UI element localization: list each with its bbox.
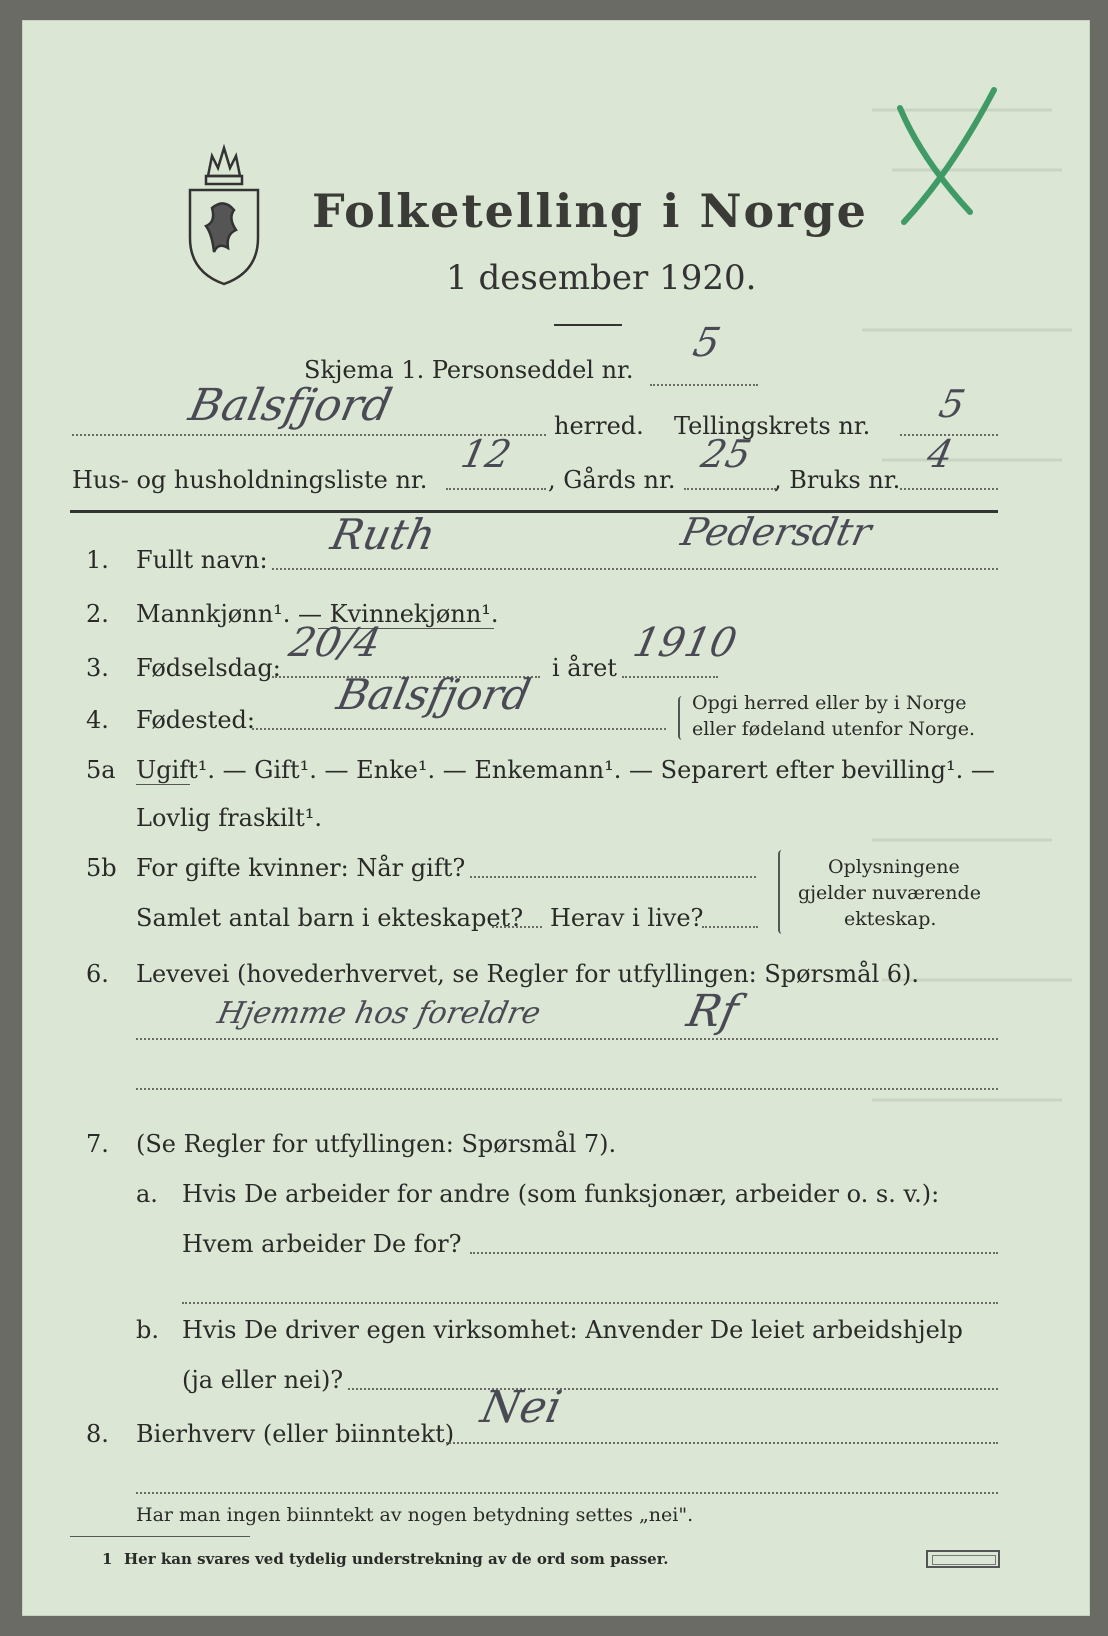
fodested-value[interactable]: Balsfjord xyxy=(332,670,535,719)
bierhverv-value[interactable]: Nei xyxy=(476,1382,567,1433)
personseddel-field-line xyxy=(650,384,758,386)
q7a-line-1: Hvis De arbeider for andre (som funksjonær, arbeider o. s. v.): xyxy=(182,1180,940,1208)
bierhverv-field-line-2 xyxy=(136,1492,998,1494)
herred-label: herred. xyxy=(554,412,644,440)
q2-number: 2. xyxy=(86,600,109,628)
bruks-field-line xyxy=(900,488,998,490)
q7b-line-2: (ja eller nei)? xyxy=(182,1366,344,1394)
fodselsdag-value[interactable]: 20/4 xyxy=(285,620,385,666)
q4-number: 4. xyxy=(86,706,109,734)
q5b-note-2: gjelder nuværende xyxy=(798,882,981,904)
tellingskrets-label: Tellingskrets nr. xyxy=(674,412,871,440)
q2-label: Mannkjønn¹. — Kvinnekjønn¹. xyxy=(136,600,499,628)
footnote-text: Her kan svares ved tydelig understrekning av de ord som passer. xyxy=(124,1550,669,1568)
gards-field-line xyxy=(684,488,776,490)
bruks-value[interactable]: 4 xyxy=(923,432,957,476)
fodested-field-line xyxy=(252,728,666,730)
husholdningsliste-field-line xyxy=(446,488,546,490)
antal-barn-field-line xyxy=(492,926,542,928)
q7b-line-1: Hvis De driver egen virksomhet: Anvender De leiet arbeidshjelp xyxy=(182,1316,963,1344)
q5b-number: 5b xyxy=(86,854,117,882)
year-field-line xyxy=(622,676,718,678)
q8-number: 8. xyxy=(86,1420,109,1448)
birth-year-value[interactable]: 1910 xyxy=(629,620,741,666)
arbeidshjelp-field-line xyxy=(348,1388,998,1390)
fodested-brace xyxy=(678,696,686,740)
q5a-line-2: Lovlig fraskilt¹. xyxy=(136,804,323,832)
q7b-number: b. xyxy=(136,1316,159,1344)
q5b-label-2: Samlet antal barn i ekteskapet? xyxy=(136,904,524,932)
q3-label: Fødselsdag: xyxy=(136,654,281,682)
q5b-label-1: For gifte kvinner: Når gift? xyxy=(136,854,466,882)
q5b-label-3: Herav i live? xyxy=(550,904,704,932)
q7a-line-2: Hvem arbeider De for? xyxy=(182,1230,462,1258)
printer-stamp xyxy=(926,1550,1000,1568)
q1-number: 1. xyxy=(86,546,109,574)
bruks-label: , Bruks nr. xyxy=(774,466,901,494)
q1-label: Fullt navn: xyxy=(136,546,268,574)
q6-number: 6. xyxy=(86,960,109,988)
husholdningsliste-label: Hus- og husholdningsliste nr. xyxy=(72,466,428,494)
arbeider-for-field-line-2 xyxy=(182,1302,998,1304)
q8-label: Bierhverv (eller biinntekt) xyxy=(136,1420,455,1448)
fodested-note-2: eller fødeland utenfor Norge. xyxy=(692,718,976,740)
nei-note: Har man ingen biinntekt av nogen betydning settes „nei". xyxy=(136,1504,694,1526)
q6-label: Levevei (hovederhvervet, se Regler for utfyllingen: Spørsmål 6). xyxy=(136,960,920,988)
q7a-number: a. xyxy=(136,1180,158,1208)
levevei-code[interactable]: Rf xyxy=(682,986,743,1037)
fodested-note-1: Opgi herred eller by i Norge xyxy=(692,692,967,714)
q5a-line-1: Ugift¹. — Gift¹. — Enke¹. — Enkemann¹. — Separert efter bevilling¹. — xyxy=(136,756,995,784)
first-name-value[interactable]: Ruth xyxy=(326,510,440,559)
levevei-field-line-2 xyxy=(136,1088,998,1090)
levevei-value[interactable]: Hjemme hos foreldre xyxy=(214,996,544,1031)
coat-of-arms-icon xyxy=(182,138,266,288)
gards-label: , Gårds nr. xyxy=(548,466,676,494)
herred-value[interactable]: Balsfjord xyxy=(184,380,397,431)
personseddel-value[interactable]: 5 xyxy=(689,320,725,366)
skjema-label: Skjema 1. Personseddel nr. xyxy=(304,356,634,384)
q7-number: 7. xyxy=(86,1130,109,1158)
husholdningsliste-value[interactable]: 12 xyxy=(457,432,516,476)
green-check-mark xyxy=(892,80,1002,230)
tellingskrets-value[interactable]: 5 xyxy=(935,382,969,426)
q5b-note-1: Oplysningene xyxy=(828,856,960,878)
q5b-brace xyxy=(778,850,786,934)
title-divider xyxy=(554,324,622,326)
gards-value[interactable]: 25 xyxy=(697,432,756,476)
ugift-underline xyxy=(136,784,190,785)
levevei-field-line-1 xyxy=(136,1038,998,1040)
footnote-number: 1 xyxy=(102,1550,113,1568)
footnote-divider xyxy=(70,1536,250,1537)
census-form xyxy=(22,20,1090,1616)
bierhverv-field-line xyxy=(446,1442,998,1444)
fullt-navn-field-line xyxy=(272,568,998,570)
q4-label: Fødested: xyxy=(136,706,255,734)
last-name-value[interactable]: Pedersdtr xyxy=(677,510,876,554)
nar-gift-field-line xyxy=(470,876,756,878)
q5a-number: 5a xyxy=(86,756,116,784)
q5b-note-3: ekteskap. xyxy=(844,908,937,930)
q7-label: (Se Regler for utfyllingen: Spørsmål 7). xyxy=(136,1130,617,1158)
q3-number: 3. xyxy=(86,654,109,682)
q3-year-label: i året xyxy=(552,654,617,682)
arbeider-for-field-line-1 xyxy=(470,1252,998,1254)
herav-field-line xyxy=(702,926,758,928)
census-date: 1 desember 1920. xyxy=(446,258,757,298)
form-title: Folketelling i Norge xyxy=(312,184,868,238)
